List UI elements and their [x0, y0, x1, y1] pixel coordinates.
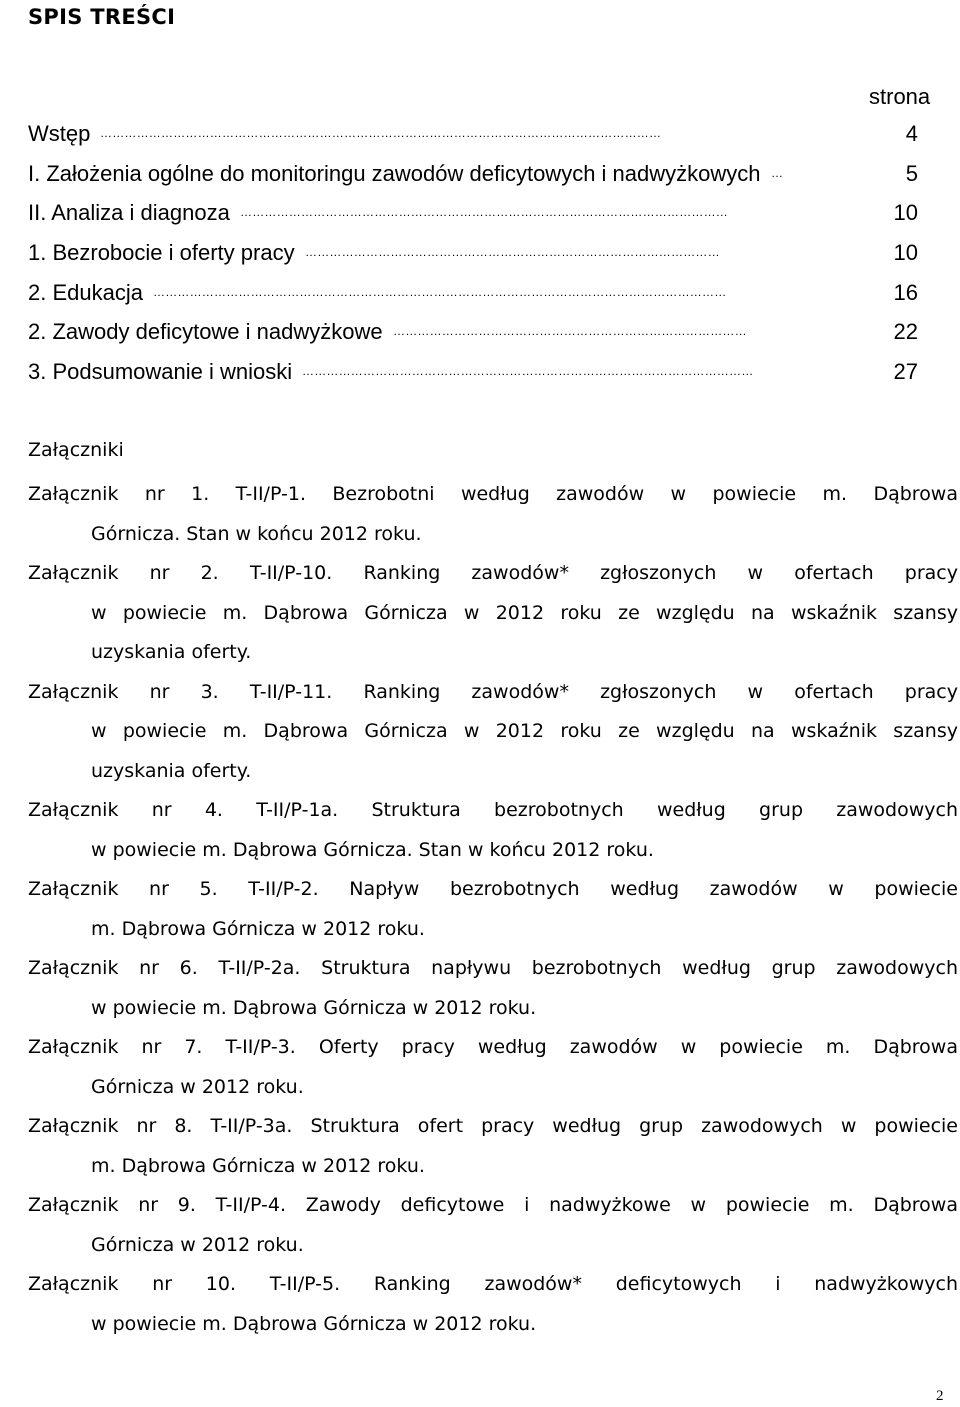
page-title: SPIS TREŚCI — [28, 5, 176, 29]
toc-entry-page: 22 — [893, 319, 918, 345]
toc-entry-page: 10 — [893, 200, 918, 226]
annex-line: Załącznik nr 4. T-II/P-1a. Struktura bezrobotnych według grup zawodowych — [28, 799, 958, 821]
annex-entry — [28, 1028, 958, 1107]
toc-entry[interactable] — [28, 121, 918, 161]
toc-entry[interactable] — [28, 240, 918, 280]
toc-entry-label: I. Założenia ogólne do monitoringu zawodów deficytowych i nadwyżkowych — [28, 160, 761, 186]
toc-entry-page: 16 — [893, 279, 918, 305]
toc-entry-label: Wstęp — [28, 121, 91, 146]
annex-entry — [28, 949, 958, 1028]
toc-entry[interactable] — [28, 319, 918, 359]
toc-entry-label: 3. Podsumowanie i wnioski — [28, 359, 293, 385]
toc-entry-page: 27 — [893, 359, 918, 385]
annex-line: Załącznik nr 7. T-II/P-3. Oferty pracy według zawodów w powiecie m. Dąbrowa — [28, 1036, 958, 1058]
annex-line: Załącznik nr 3. T-II/P-11. Ranking zawodów* zgłoszonych w ofertach pracy — [28, 680, 958, 703]
toc-entry[interactable] — [28, 280, 918, 320]
annex-entry — [28, 1107, 958, 1186]
annex-line: w powiecie m. Dąbrowa Górnicza w 2012 roku ze względu na wskaźnik szansy — [91, 601, 958, 624]
annex-entry — [28, 673, 958, 792]
page-number: 2 — [936, 1388, 944, 1404]
annex-line: m. Dąbrowa Górnicza w 2012 roku. — [91, 1154, 425, 1177]
annex-line: Załącznik nr 5. T-II/P-2. Napływ bezrobotnych według zawodów w powiecie — [28, 878, 958, 900]
toc-entry[interactable] — [28, 161, 918, 201]
annexes-heading: Załączniki — [28, 439, 124, 461]
annex-entry — [28, 791, 958, 870]
toc-entry-leader: ………………………………………………………………………………………………………………………… — [100, 126, 662, 140]
annex-line: m. Dąbrowa Górnicza w 2012 roku. — [91, 917, 425, 940]
toc-entry-label: II. Analiza i diagnoza — [28, 200, 230, 226]
annex-line: Górnicza w 2012 roku. — [91, 1233, 304, 1256]
annex-line: w powiecie m. Dąbrowa Górnicza. Stan w końcu 2012 roku. — [91, 838, 654, 861]
toc-entry-label: 2. Zawody deficytowe i nadwyżkowe — [28, 319, 383, 345]
toc-entry-leader: …………………………………………………………………………… — [393, 324, 747, 339]
annex-entry — [28, 1186, 958, 1265]
toc-entry-leader: ………………………………………………………………………………………… — [305, 245, 720, 260]
annex-line: uzyskania oferty. — [91, 759, 252, 782]
annex-line: Załącznik nr 9. T-II/P-4. Zawody deficytowe i nadwyżkowe w powiecie m. Dąbrowa — [28, 1194, 958, 1216]
annexes-list — [28, 475, 958, 1344]
annex-line: w powiecie m. Dąbrowa Górnicza w 2012 roku. — [91, 996, 537, 1019]
annex-line: Załącznik nr 2. T-II/P-10. Ranking zawodów* zgłoszonych w ofertach pracy — [28, 562, 958, 584]
annex-entry — [28, 870, 958, 949]
annex-entry — [28, 1265, 958, 1344]
toc-entry-label: 2. Edukacja — [28, 279, 143, 305]
toc-entry-page: 5 — [905, 160, 918, 186]
annex-line: w powiecie m. Dąbrowa Górnicza w 2012 roku. — [91, 1312, 537, 1335]
page-column-label: strona — [869, 84, 931, 109]
toc-entry-leader: … — [771, 165, 784, 180]
annex-entry — [28, 554, 958, 673]
annex-line: Górnicza. Stan w końcu 2012 roku. — [91, 522, 422, 545]
toc-entry-page: 4 — [905, 121, 918, 146]
annex-line: Załącznik nr 10. T-II/P-5. Ranking zawodów* deficytowych i nadwyżkowych — [28, 1273, 958, 1295]
toc-entry-leader: ………………………………………………………………………………………………………… — [240, 205, 728, 220]
toc-entry-label: 1. Bezrobocie i oferty pracy — [28, 240, 295, 266]
annex-line: Załącznik nr 1. T-II/P-1. Bezrobotni według zawodów w powiecie m. Dąbrowa — [28, 483, 958, 505]
annex-line: uzyskania oferty. — [91, 641, 252, 663]
toc-entry[interactable] — [28, 200, 918, 240]
annex-line: w powiecie m. Dąbrowa Górnicza w 2012 roku ze względu na wskaźnik szansy — [91, 720, 958, 742]
annex-line: Załącznik nr 6. T-II/P-2a. Struktura napływu bezrobotnych według grup zawodowych — [28, 957, 958, 979]
toc-entry-leader: …………………………………………………………………………………………………………………………… — [153, 284, 727, 299]
annex-line: Załącznik nr 8. T-II/P-3a. Struktura ofert pracy według grup zawodowych w powiecie — [28, 1115, 958, 1137]
annex-line: Górnicza w 2012 roku. — [91, 1075, 304, 1098]
toc-entry-leader: ………………………………………………………………………………………………… — [302, 364, 754, 379]
table-of-contents — [28, 121, 918, 399]
toc-entry-page: 10 — [893, 240, 918, 266]
annex-entry — [28, 475, 958, 554]
toc-entry[interactable] — [28, 359, 918, 399]
